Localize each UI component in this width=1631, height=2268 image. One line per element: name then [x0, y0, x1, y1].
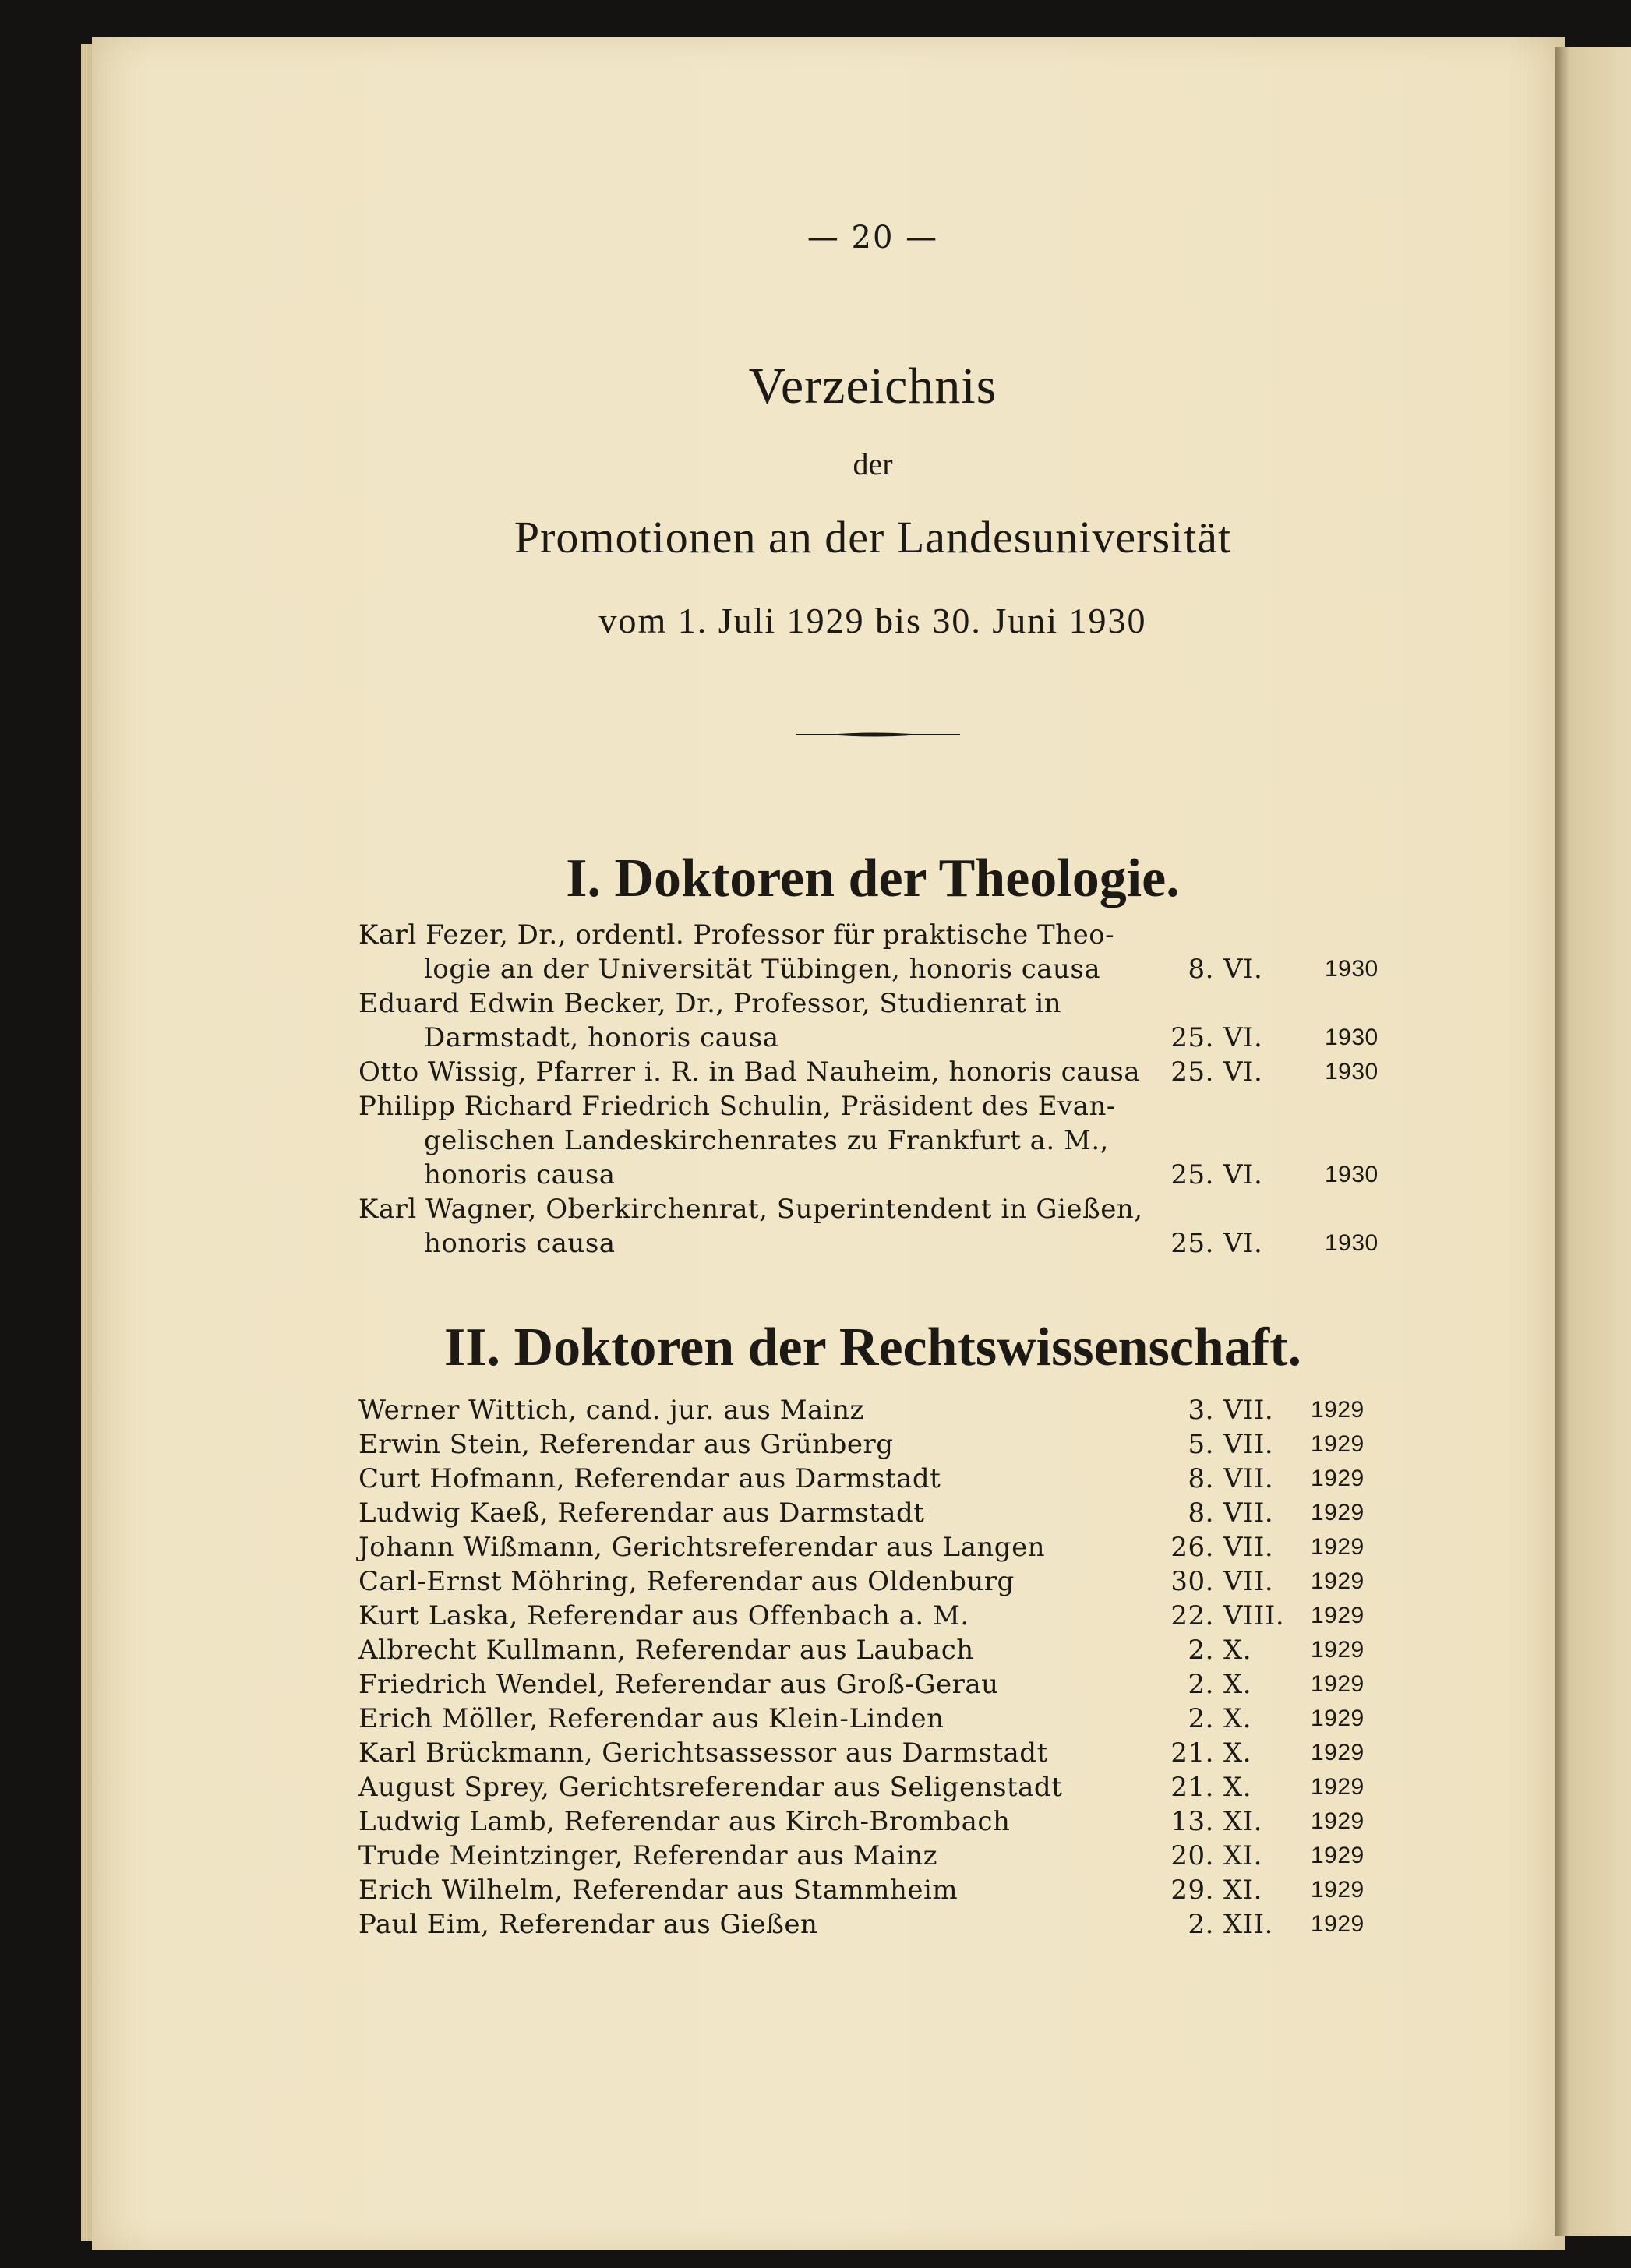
- entry-name-line: [358, 1770, 1387, 1804]
- entry-day: 2.: [1188, 1669, 1214, 1700]
- entry-day: 8.: [1188, 1463, 1214, 1494]
- entry-continuation-line: [358, 1021, 1387, 1055]
- page-title: Verzeichnis: [748, 358, 997, 414]
- entry-day: 25.: [1170, 1056, 1214, 1088]
- entry-name-line: [358, 1804, 1387, 1839]
- entry-text: Erich Möller, Referendar aus Klein-Linden: [358, 1703, 944, 1734]
- entry-text: gelischen Landeskirchenrates zu Frankfurt a. M.,: [424, 1125, 1109, 1156]
- entry-year: 1929: [1311, 1774, 1364, 1800]
- entry-year: 1929: [1311, 1500, 1364, 1526]
- entry-month: VI.: [1223, 954, 1263, 985]
- entry-text: Darmstadt, honoris causa: [424, 1022, 779, 1053]
- entry-year: 1929: [1311, 1397, 1364, 1423]
- entry-name-line: [358, 1564, 1387, 1599]
- entry-text: Albrecht Kullmann, Referendar aus Laubach: [358, 1635, 974, 1666]
- entry-text: Johann Wißmann, Gerichtsreferendar aus Langen: [358, 1532, 1046, 1563]
- entry-year: 1929: [1311, 1568, 1364, 1594]
- entry-text: Karl Fezer, Dr., ordentl. Professor für praktische Theo-: [358, 919, 1115, 951]
- entry-text: Karl Brückmann, Gerichtsassessor aus Darmstadt: [358, 1737, 1048, 1769]
- entry-text: Paul Eim, Referendar aus Gießen: [358, 1909, 818, 1940]
- entry-year: 1929: [1311, 1911, 1364, 1937]
- entry-day: 13.: [1170, 1806, 1214, 1837]
- entry-text: Carl-Ernst Möhring, Referendar aus Oldenburg: [358, 1566, 1015, 1597]
- entry-text: Trude Meintzinger, Referendar aus Mainz: [358, 1840, 938, 1871]
- entry-year: 1929: [1311, 1637, 1364, 1663]
- list-item: [358, 1770, 1387, 1804]
- entry-name-line: [358, 1633, 1387, 1667]
- entry-text: Curt Hofmann, Referendar aus Darmstadt: [358, 1463, 941, 1494]
- entry-text: honoris causa: [424, 1159, 616, 1190]
- list-item: [358, 1599, 1387, 1633]
- page-content: [358, 0, 1387, 2268]
- entry-day: 25.: [1170, 1228, 1214, 1259]
- entry-name-line: [358, 1599, 1387, 1633]
- entry-text: Philipp Richard Friedrich Schulin, Präsident des Evan-: [358, 1091, 1116, 1122]
- entry-name-line: [358, 1736, 1387, 1770]
- entry-month: X.: [1223, 1635, 1252, 1666]
- entry-name-line: [358, 1667, 1387, 1702]
- list-item: [358, 1839, 1387, 1873]
- entry-name-line: [358, 1192, 1387, 1226]
- entry-month: VII.: [1223, 1429, 1274, 1460]
- entry-month: VI.: [1223, 1022, 1263, 1053]
- page-subtitle: Promotionen an der Landesuniversität: [514, 512, 1232, 563]
- entry-year: 1929: [1311, 1740, 1364, 1765]
- entry-month: XI.: [1223, 1840, 1262, 1871]
- entry-day: 5.: [1188, 1429, 1214, 1460]
- list-item: [358, 1564, 1387, 1599]
- entry-text: Friedrich Wendel, Referendar aus Groß-Gerau: [358, 1669, 999, 1700]
- entry-year: 1929: [1311, 1466, 1364, 1491]
- entry-name-line: [358, 1702, 1387, 1736]
- section-heading-law: II. Doktoren der Rechtswissenschaft.: [444, 1317, 1301, 1377]
- list-item: [358, 1667, 1387, 1702]
- entry-year: 1929: [1311, 1808, 1364, 1834]
- list-item: [358, 1907, 1387, 1942]
- entry-day: 8.: [1188, 954, 1214, 985]
- entry-name-line: [358, 1462, 1387, 1496]
- list-item: [358, 1530, 1387, 1564]
- entry-year: 1929: [1311, 1431, 1364, 1457]
- entry-month: X.: [1223, 1669, 1252, 1700]
- entry-day: 20.: [1170, 1840, 1214, 1871]
- entry-month: VIII.: [1223, 1600, 1285, 1631]
- entry-day: 30.: [1170, 1566, 1214, 1597]
- entry-continuation-line: [358, 952, 1387, 986]
- entry-month: XII.: [1223, 1909, 1273, 1940]
- entry-month: VII.: [1223, 1463, 1274, 1494]
- entry-continuation-line: [358, 1123, 1387, 1158]
- entry-year: 1929: [1311, 1603, 1364, 1628]
- entry-month: VI.: [1223, 1159, 1263, 1190]
- entry-day: 21.: [1170, 1772, 1214, 1803]
- list-item: [358, 1873, 1387, 1907]
- entry-year: 1930: [1325, 956, 1379, 982]
- entry-month: XI.: [1223, 1806, 1262, 1837]
- entry-day: 29.: [1170, 1875, 1214, 1906]
- entry-month: VI.: [1223, 1056, 1263, 1088]
- entry-name-line: [358, 918, 1387, 952]
- entry-year: 1929: [1311, 1877, 1364, 1903]
- list-item: [358, 1089, 1387, 1192]
- entry-name-line: [358, 1393, 1387, 1427]
- entry-month: VII.: [1223, 1497, 1274, 1529]
- entry-name-line: [358, 1907, 1387, 1942]
- list-item: [358, 1055, 1387, 1089]
- list-item: [358, 1736, 1387, 1770]
- date-range: vom 1. Juli 1929 bis 30. Juni 1930: [598, 601, 1147, 640]
- entry-day: 2.: [1188, 1909, 1214, 1940]
- entry-year: 1930: [1325, 1162, 1379, 1187]
- entry-text: Kurt Laska, Referendar aus Offenbach a. M.: [358, 1600, 969, 1631]
- entry-name-line: [358, 1427, 1387, 1462]
- entry-day: 25.: [1170, 1022, 1214, 1053]
- entry-text: Werner Wittich, cand. jur. aus Mainz: [358, 1395, 864, 1426]
- entry-year: 1930: [1325, 1059, 1379, 1085]
- entry-text: Otto Wissig, Pfarrer i. R. in Bad Nauheim, honoris causa: [358, 1056, 1141, 1088]
- list-item: [358, 1393, 1387, 1427]
- entry-year: 1930: [1325, 1025, 1379, 1050]
- list-item: [358, 1192, 1387, 1261]
- entry-year: 1929: [1311, 1671, 1364, 1697]
- page-number: — 20 —: [807, 220, 939, 256]
- entry-text: Karl Wagner, Oberkirchenrat, Superintendent in Gießen,: [358, 1194, 1143, 1225]
- entry-text: Erich Wilhelm, Referendar aus Stammheim: [358, 1875, 958, 1906]
- entry-day: 2.: [1188, 1635, 1214, 1666]
- entry-text: Ludwig Kaeß, Referendar aus Darmstadt: [358, 1497, 925, 1529]
- entry-day: 8.: [1188, 1497, 1214, 1529]
- list-item: [358, 1702, 1387, 1736]
- entry-continuation-line: [358, 1158, 1387, 1192]
- list-item: [358, 1462, 1387, 1496]
- entry-name-line: [358, 1055, 1387, 1089]
- entry-continuation-line: [358, 1226, 1387, 1261]
- entry-day: 25.: [1170, 1159, 1214, 1190]
- entry-name-line: [358, 986, 1387, 1021]
- entry-name-line: [358, 1530, 1387, 1564]
- ornament-rule: [796, 731, 960, 739]
- title-connector: der: [853, 446, 893, 481]
- entry-month: VII.: [1223, 1532, 1274, 1563]
- facing-page-edge: [1555, 47, 1631, 2236]
- list-item: [358, 1804, 1387, 1839]
- entry-month: VII.: [1223, 1566, 1274, 1597]
- entry-text: honoris causa: [424, 1228, 616, 1259]
- entry-text: August Sprey, Gerichtsreferendar aus Seligenstadt: [358, 1772, 1063, 1803]
- list-item: [358, 986, 1387, 1055]
- entry-month: XI.: [1223, 1875, 1262, 1906]
- list-item: [358, 918, 1387, 986]
- section-heading-theology: I. Doktoren der Theologie.: [566, 848, 1180, 908]
- entry-day: 26.: [1170, 1532, 1214, 1563]
- entry-year: 1930: [1325, 1230, 1379, 1256]
- entry-name-line: [358, 1839, 1387, 1873]
- entry-month: X.: [1223, 1772, 1252, 1803]
- entry-year: 1929: [1311, 1843, 1364, 1868]
- entry-day: 21.: [1170, 1737, 1214, 1769]
- entry-day: 3.: [1188, 1395, 1214, 1426]
- list-item: [358, 1427, 1387, 1462]
- entry-day: 2.: [1188, 1703, 1214, 1734]
- entry-year: 1929: [1311, 1534, 1364, 1560]
- entry-text: Ludwig Lamb, Referendar aus Kirch-Brombach: [358, 1806, 1011, 1837]
- entry-name-line: [358, 1873, 1387, 1907]
- entry-name-line: [358, 1089, 1387, 1123]
- theology-list: [358, 918, 1387, 1261]
- entry-day: 22.: [1170, 1600, 1214, 1631]
- entry-name-line: [358, 1496, 1387, 1530]
- entry-month: X.: [1223, 1737, 1252, 1769]
- entry-month: X.: [1223, 1703, 1252, 1734]
- list-item: [358, 1633, 1387, 1667]
- entry-year: 1929: [1311, 1705, 1364, 1731]
- list-item: [358, 1496, 1387, 1530]
- entry-text: Eduard Edwin Becker, Dr., Professor, Studienrat in: [358, 988, 1062, 1019]
- entry-month: VII.: [1223, 1395, 1274, 1426]
- entry-text: logie an der Universität Tübingen, honoris causa: [424, 954, 1101, 985]
- law-list: [358, 1393, 1387, 1942]
- entry-month: VI.: [1223, 1228, 1263, 1259]
- entry-text: Erwin Stein, Referendar aus Grünberg: [358, 1429, 894, 1460]
